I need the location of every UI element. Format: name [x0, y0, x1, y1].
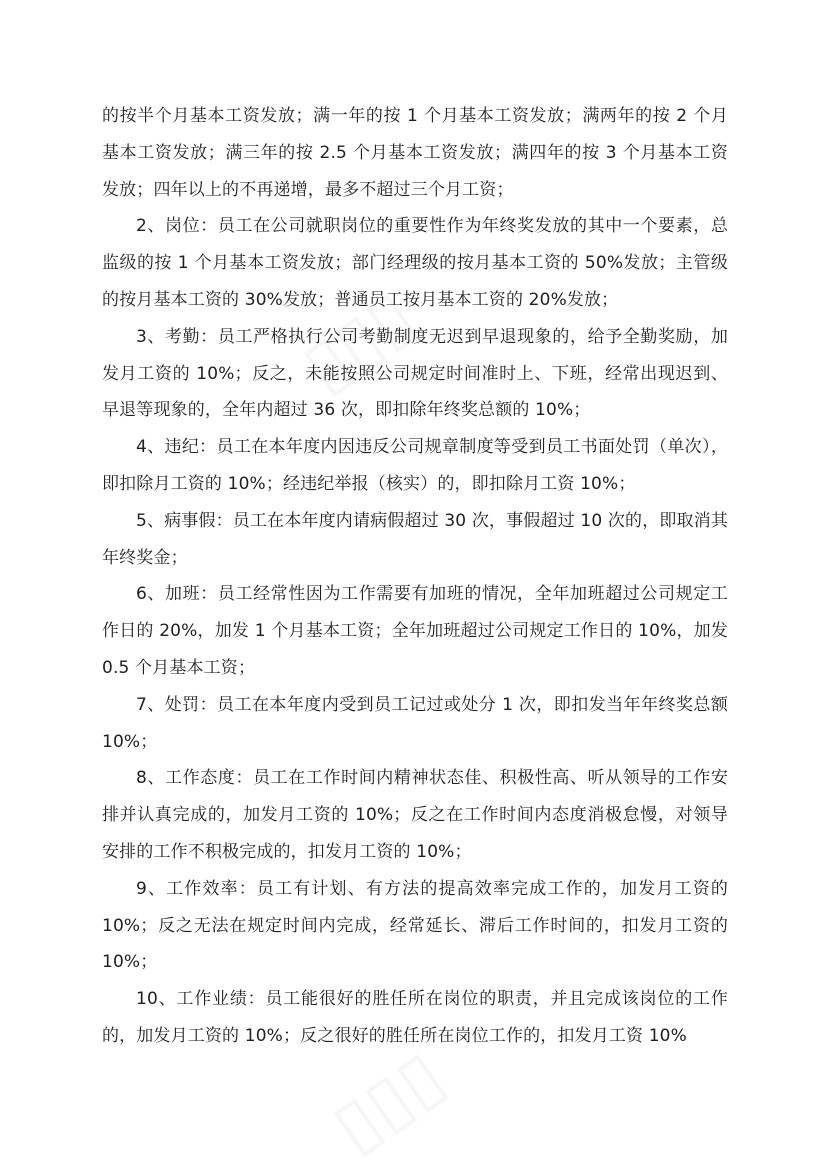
paragraph-penalty: 7、处罚：员工在本年度内受到员工记过或处分 1 次，即扣发当年年终奖总额 10%；: [102, 694, 728, 752]
paragraph-continuation: 的按半个月基本工资发放；满一年的按 1 个月基本工资发放；满两年的按 2 个月基本工资发放；满三年的按 2.5 个月基本工资发放；满四年的按 3 个月基本工资发放；四年以上的不再递增，最多不超过三个月工资；: [102, 106, 728, 200]
paragraph-performance: 10、工作业绩：员工能很好的胜任所在岗位的职责，并且完成该岗位的工作的，加发月工资的 10%；反之很好的胜任所在岗位工作的，扣发月工资 10%: [102, 989, 728, 1046]
paragraph-attendance: 3、考勤：员工严格执行公司考勤制度无迟到早退现象的，给予全勤奖励，加发月工资的 10%；反之，未能按照公司规定时间准时上、下班，经常出现迟到、早退等现象的，全年内超过 36 次，即扣除年终奖总额的 10%；: [102, 326, 728, 421]
paragraph-efficiency: 9、工作效率：员工有计划、有方法的提高效率完成工作的，加发月工资的 10%；反之无法在规定时间内完成，经常延长、滞后工作时间的，扣发月工资的 10%；: [102, 878, 728, 973]
paragraph-leave: 5、病事假：员工在本年度内请病假超过 30 次，事假超过 10 次的，即取消其年终奖金；: [102, 510, 728, 568]
paragraph-attitude: 8、工作态度：员工在工作时间内精神状态佳、积极性高、听从领导的工作安排并认真完成的，加发月工资的 10%；反之在工作时间内态度消极怠慢，对领导安排的工作不积极完成的，扣发月工资的 10%；: [102, 768, 728, 862]
paragraph-discipline: 4、违纪：员工在本年度内因违反公司规章制度等受到员工书面处罚（单次），即扣除月工资的 10%；经违纪举报（核实）的，即扣除月工资 10%；: [102, 437, 728, 494]
paragraph-position: 2、岗位：员工在公司就职岗位的重要性作为年终奖发放的其中一个要素，总监级的按 1 个月基本工资发放；部门经理级的按月基本工资的 50%发放；主管级的按月基本工资的 30%发放；普通员工按月基本工资的 20%发放；: [102, 216, 728, 310]
document-body: [102, 98, 728, 1055]
paragraph-overtime: 6、加班：员工经常性因为工作需要有加班的情况，全年加班超过公司规定工作日的 20%，加发 1 个月基本工资；全年加班超过公司规定工作日的 10%，加发 0.5 个月基本工资；: [102, 584, 728, 678]
